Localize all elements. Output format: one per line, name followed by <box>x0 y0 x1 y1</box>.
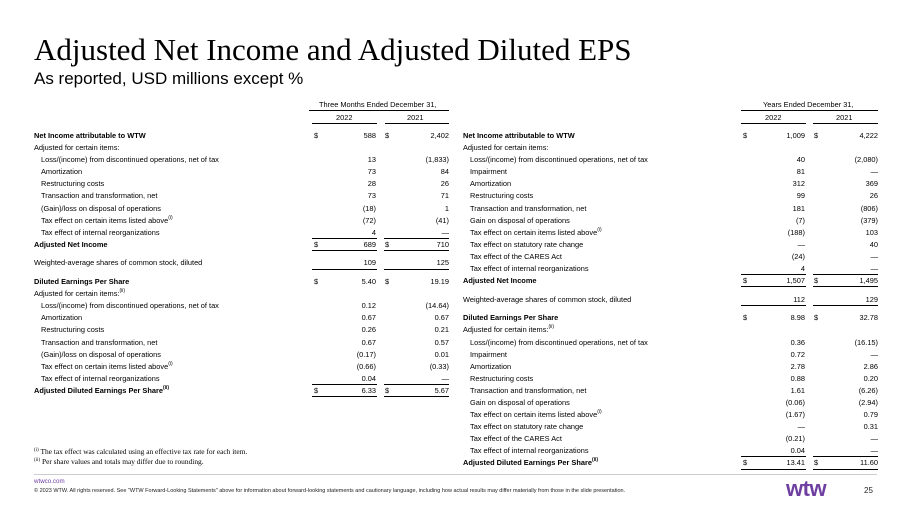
table-row <box>34 324 449 336</box>
cell-value-2021: 0.31 <box>863 422 878 432</box>
table-row <box>34 178 449 190</box>
row-label-text: Adjusted Net Income <box>463 276 537 286</box>
row-label-text: Adjusted for certain items: <box>463 143 549 153</box>
cell-value-2022: 99 <box>796 191 805 201</box>
table-row <box>34 300 449 312</box>
row-label-text: Diluted Earnings Per Share <box>34 277 130 287</box>
row-label <box>470 190 533 202</box>
row-label-text: Transaction and transformation, net <box>470 203 587 213</box>
cell-value-2022: (0.66) <box>356 361 376 371</box>
row-label <box>470 385 586 397</box>
row-label-text: Tax effect of internal reorganizations <box>41 227 160 237</box>
footnote-1 <box>34 447 247 457</box>
table-row <box>34 373 449 385</box>
currency-symbol: $ <box>314 131 319 140</box>
footnote-2 <box>34 457 204 467</box>
row-label <box>463 294 631 306</box>
slide-title: Adjusted Net Income and Adjusted Diluted EPS <box>34 32 632 67</box>
cell-value-2021: — <box>870 251 878 261</box>
cell-value-2021: 2.86 <box>863 361 878 371</box>
cell-value-2022: 81 <box>796 167 805 177</box>
table-row <box>463 385 878 397</box>
right-header-rule <box>741 110 878 111</box>
cell-value-2022: (0.17) <box>356 349 376 359</box>
table-row <box>463 337 878 349</box>
row-label-text: Loss/(income) from discontinued operations, net of tax <box>470 155 648 165</box>
row-label-text: Tax effect of the CARES Act <box>470 434 562 444</box>
currency-symbol: $ <box>814 276 819 286</box>
cell-value-2022: 2.78 <box>790 361 805 371</box>
row-label <box>470 397 570 409</box>
row-label-text: Tax effect of internal reorganizations <box>41 373 160 383</box>
cell-value-2021: — <box>870 349 878 359</box>
row-label <box>41 312 82 324</box>
row-label-text: Amortization <box>41 313 83 323</box>
cell-value-2021: (2,080) <box>854 155 878 165</box>
row-label-text: Restructuring costs <box>41 325 105 335</box>
row-label-text: Net Income attributable to WTW <box>34 131 146 140</box>
cell-value-2021: — <box>870 446 878 456</box>
cell-value-2021: — <box>870 264 878 274</box>
row-label-text: (Gain)/loss on disposal of operations <box>41 203 161 213</box>
left-year-rule-2 <box>385 123 449 124</box>
currency-symbol: $ <box>385 277 390 287</box>
left-year-2022: 2022 <box>336 113 353 122</box>
cell-value-2022: — <box>797 422 805 432</box>
row-label <box>41 215 173 227</box>
row-label <box>463 457 598 469</box>
row-label-text: Gain on disposal of operations <box>470 397 570 407</box>
right-year-2022: 2022 <box>765 113 782 122</box>
currency-symbol: $ <box>743 276 748 286</box>
table-row <box>34 142 449 154</box>
cell-value-2021: — <box>441 227 449 237</box>
row-label-text: Weighted-average shares of common stock, diluted <box>463 294 632 304</box>
right-table <box>463 130 878 470</box>
cell-value-2021: 0.67 <box>434 313 449 323</box>
copyright-text: © 2023 WTW. All rights reserved. See "WTW Forward-Looking Statements" above for information about forward-looking statements and cautionary language, including how actual results may differ materially from those in the slide presentation. <box>34 488 626 494</box>
row-label-text: Tax effect on statutory rate change <box>470 422 584 432</box>
table-row <box>463 142 878 154</box>
cell-value-2021: 0.79 <box>863 410 878 420</box>
row-label <box>463 275 537 287</box>
wtw-logo: wtw <box>786 476 827 501</box>
cell-value-2021: (16.15) <box>854 337 878 347</box>
cell-value-2021: 710 <box>436 239 449 249</box>
row-label <box>470 154 648 166</box>
row-label <box>41 166 82 178</box>
table-row <box>34 154 449 166</box>
table-row <box>34 288 449 300</box>
footnote-marker: (i) <box>597 226 602 233</box>
row-label-text: Gain on disposal of operations <box>470 215 570 225</box>
row-label <box>34 385 169 397</box>
currency-symbol: $ <box>385 239 390 249</box>
currency-symbol: $ <box>314 385 319 395</box>
cell-value-2022: 588 <box>363 131 376 140</box>
row-label-text: Adjusted Net Income <box>34 239 108 249</box>
cell-value-2022: 109 <box>363 258 376 268</box>
table-row <box>463 239 878 251</box>
row-label <box>34 257 202 269</box>
row-label <box>34 276 129 288</box>
cell-value-2022: 13 <box>367 155 376 165</box>
row-label-text: Adjusted for certain items: <box>463 325 549 335</box>
cell-value-2021: 26 <box>440 179 449 189</box>
cell-value-2022: 1,507 <box>786 276 805 286</box>
row-label <box>41 203 161 215</box>
cell-value-2022: 0.36 <box>790 337 805 347</box>
cell-value-2022: 40 <box>796 155 805 165</box>
table-row <box>463 312 878 324</box>
row-label-text: (Gain)/loss on disposal of operations <box>41 349 161 359</box>
table-row <box>463 154 878 166</box>
cell-value-2021: 5.67 <box>434 385 449 395</box>
cell-value-2021: 19.19 <box>430 277 449 287</box>
cell-value-2022: 73 <box>367 167 376 177</box>
table-row <box>463 275 878 287</box>
footnote-1-text: The tax effect was calculated using an effective tax rate for each item. <box>38 447 248 456</box>
row-label-text: Tax effect on certain items listed above <box>41 215 169 225</box>
row-label <box>470 203 586 215</box>
cell-value-2021: 103 <box>865 227 878 237</box>
currency-symbol: $ <box>743 313 748 323</box>
table-row <box>463 397 878 409</box>
row-label <box>470 178 511 190</box>
row-label-text: Diluted Earnings Per Share <box>463 313 559 323</box>
left-year-2021: 2021 <box>407 113 424 122</box>
row-label <box>41 324 104 336</box>
row-label-text: Weighted-average shares of common stock, diluted <box>34 258 203 268</box>
cell-value-2022: 0.26 <box>361 325 376 335</box>
row-label <box>463 324 554 336</box>
cell-value-2021: 0.21 <box>434 325 449 335</box>
row-label <box>41 300 219 312</box>
cell-value-2022: 4 <box>371 227 376 237</box>
row-label <box>470 349 507 361</box>
currency-symbol: $ <box>743 131 748 140</box>
row-label <box>463 312 558 324</box>
table-row <box>463 361 878 373</box>
table-row <box>34 227 449 239</box>
row-label-text: Amortization <box>470 361 512 371</box>
table-row <box>463 349 878 361</box>
row-label <box>470 239 583 251</box>
row-label-text: Adjusted Diluted Earnings Per Share <box>463 458 592 468</box>
row-label-text: Tax effect on certain items listed above <box>470 227 598 237</box>
footnote-marker: (i) <box>597 409 602 416</box>
cell-value-2022: (18) <box>362 203 376 213</box>
cell-value-2021: 71 <box>440 191 449 201</box>
cell-value-2021: (14.64) <box>425 301 449 311</box>
table-row <box>34 239 449 251</box>
left-period-header: Three Months Ended December 31, <box>319 100 437 109</box>
footnote-marker: (ii) <box>591 457 599 464</box>
row-label <box>41 373 160 385</box>
row-label-text: Impairment <box>470 167 507 177</box>
row-label-text: Tax effect of internal reorganizations <box>470 264 589 274</box>
row-label <box>34 142 119 154</box>
table-row <box>34 215 449 227</box>
currency-symbol: $ <box>814 458 819 468</box>
footnote-marker: (i) <box>168 360 173 367</box>
cell-value-2021: (6.26) <box>858 385 878 395</box>
table-row <box>463 190 878 202</box>
table-row <box>463 263 878 275</box>
cell-value-2021: (41) <box>435 215 449 225</box>
row-label-text: Restructuring costs <box>470 191 534 201</box>
cell-value-2022: 6.33 <box>361 385 376 395</box>
row-label <box>41 227 160 239</box>
cell-value-2022: (0.21) <box>785 434 805 444</box>
row-label-text: Tax effect of internal reorganizations <box>470 446 589 456</box>
row-label-text: Tax effect of the CARES Act <box>470 251 562 261</box>
cell-value-2021: (806) <box>860 203 878 213</box>
currency-symbol: $ <box>314 239 319 249</box>
cell-value-2021: 84 <box>440 167 449 177</box>
row-label-text: Transaction and transformation, net <box>41 337 158 347</box>
row-label <box>41 349 161 361</box>
cell-value-2022: (1.67) <box>785 410 805 420</box>
row-label-text: Restructuring costs <box>470 373 534 383</box>
row-label-text: Amortization <box>470 179 512 189</box>
table-row <box>463 421 878 433</box>
table-row <box>463 433 878 445</box>
cell-value-2021: — <box>441 373 449 383</box>
cell-value-2022: 0.88 <box>790 373 805 383</box>
footer-divider <box>34 474 877 475</box>
cell-value-2021: — <box>870 434 878 444</box>
row-label-text: Adjusted for certain items: <box>34 289 120 299</box>
table-row <box>34 312 449 324</box>
currency-symbol: $ <box>314 277 319 287</box>
table-row <box>463 178 878 190</box>
table-row <box>34 349 449 361</box>
website-link[interactable]: wtwco.com <box>34 478 65 485</box>
row-label <box>41 361 173 373</box>
row-label <box>34 130 146 142</box>
currency-symbol: $ <box>385 385 390 395</box>
left-year-rule-1 <box>312 123 377 124</box>
row-label <box>41 337 157 349</box>
cell-value-2021: (379) <box>860 215 878 225</box>
cell-value-2021: 32.78 <box>859 313 878 323</box>
table-row <box>34 385 449 397</box>
cell-value-2022: (0.06) <box>785 397 805 407</box>
cell-value-2022: 0.67 <box>361 313 376 323</box>
footnote-marker: (ii) <box>162 384 170 391</box>
table-row <box>463 215 878 227</box>
row-label <box>470 263 589 275</box>
page-number: 25 <box>864 486 873 495</box>
table-row <box>463 227 878 239</box>
right-year-2021: 2021 <box>836 113 853 122</box>
table-row <box>34 190 449 202</box>
row-label-text: Tax effect on certain items listed above <box>41 361 169 371</box>
table-row <box>463 324 878 336</box>
row-label <box>470 337 648 349</box>
row-label-text: Impairment <box>470 349 507 359</box>
row-label <box>470 421 583 433</box>
cell-value-2022: 0.04 <box>361 373 376 383</box>
cell-value-2021: — <box>870 167 878 177</box>
cell-value-2022: 1.61 <box>790 385 805 395</box>
table-row <box>463 445 878 457</box>
row-label <box>470 433 562 445</box>
cell-value-2021: 0.20 <box>863 373 878 383</box>
left-header-rule <box>309 110 449 111</box>
cell-value-2021: (1,833) <box>425 155 449 165</box>
row-label-text: Tax effect on statutory rate change <box>470 239 584 249</box>
cell-value-2022: — <box>797 239 805 249</box>
cell-value-2022: 312 <box>792 179 805 189</box>
currency-symbol: $ <box>814 313 819 323</box>
cell-value-2022: 112 <box>793 294 805 304</box>
cell-value-2022: (7) <box>795 215 805 225</box>
footnote-marker: (ii) <box>548 324 555 331</box>
cell-value-2021: 1 <box>444 203 449 213</box>
cell-value-2022: 73 <box>367 191 376 201</box>
table-row <box>34 257 449 269</box>
row-label <box>470 166 507 178</box>
row-label-text: Transaction and transformation, net <box>41 191 158 201</box>
table-row <box>34 166 449 178</box>
table-row <box>34 130 449 142</box>
cell-value-2021: 129 <box>865 294 878 304</box>
cell-value-2021: 0.01 <box>434 349 449 359</box>
footnote-1-mark: (i) <box>34 448 39 453</box>
row-label-text: Transaction and transformation, net <box>470 385 587 395</box>
row-label <box>34 288 125 300</box>
cell-value-2022: 4 <box>800 264 805 274</box>
footnote-2-text: Per share values and totals may differ due to rounding. <box>40 457 204 466</box>
cell-value-2022: (188) <box>787 227 805 237</box>
right-period-header: Years Ended December 31, <box>763 100 854 109</box>
table-row <box>463 251 878 263</box>
cell-value-2022: 1,009 <box>786 131 805 140</box>
currency-symbol: $ <box>385 131 390 140</box>
row-label <box>463 130 575 142</box>
cell-value-2022: 8.98 <box>790 313 805 323</box>
row-label <box>463 142 548 154</box>
row-label <box>41 178 104 190</box>
row-label-text: Loss/(income) from discontinued operations, net of tax <box>470 337 648 347</box>
table-row <box>463 457 878 469</box>
row-label <box>34 239 108 251</box>
row-label <box>470 373 533 385</box>
row-label <box>470 227 602 239</box>
left-table <box>34 130 449 397</box>
cell-value-2022: (72) <box>362 215 376 225</box>
row-label-text: Loss/(income) from discontinued operations, net of tax <box>41 155 219 165</box>
cell-value-2022: 181 <box>792 203 805 213</box>
row-label <box>41 190 157 202</box>
footnote-marker: (ii) <box>119 288 126 295</box>
cell-value-2021: 0.57 <box>434 337 449 347</box>
table-row <box>463 373 878 385</box>
table-row <box>463 409 878 421</box>
row-label <box>470 409 602 421</box>
cell-value-2021: 11.60 <box>860 458 878 468</box>
table-row <box>34 276 449 288</box>
cell-value-2022: 13.41 <box>786 458 805 468</box>
table-row <box>463 130 878 142</box>
cell-value-2022: 0.04 <box>790 446 805 456</box>
slide-subtitle: As reported, USD millions except % <box>34 69 304 88</box>
table-row <box>34 361 449 373</box>
cell-value-2022: 0.67 <box>361 337 376 347</box>
row-label <box>470 251 562 263</box>
row-label <box>470 215 570 227</box>
row-label <box>470 361 511 373</box>
row-label-text: Loss/(income) from discontinued operations, net of tax <box>41 301 219 311</box>
row-label-text: Restructuring costs <box>41 179 105 189</box>
cell-value-2021: 125 <box>436 258 449 268</box>
row-label-text: Tax effect on certain items listed above <box>470 410 598 420</box>
table-row <box>34 203 449 215</box>
row-label-text: Amortization <box>41 167 83 177</box>
cell-value-2021: 369 <box>865 179 878 189</box>
cell-value-2021: (2.94) <box>858 397 878 407</box>
footnote-2-mark: (ii) <box>34 458 41 463</box>
row-label-text: Adjusted Diluted Earnings Per Share <box>34 385 163 395</box>
table-row <box>463 203 878 215</box>
footnote-marker: (i) <box>168 214 173 221</box>
currency-symbol: $ <box>743 458 748 468</box>
row-label <box>470 445 589 457</box>
currency-symbol: $ <box>814 131 819 140</box>
cell-value-2022: (24) <box>791 251 805 261</box>
cell-value-2022: 0.12 <box>361 301 376 311</box>
cell-value-2021: 2,402 <box>430 131 449 140</box>
cell-value-2022: 5.40 <box>361 277 376 287</box>
cell-value-2022: 0.72 <box>790 349 805 359</box>
cell-value-2022: 28 <box>367 179 376 189</box>
right-year-rule-1 <box>741 123 806 124</box>
table-row <box>34 337 449 349</box>
row-label-text: Adjusted for certain items: <box>34 143 120 153</box>
cell-value-2021: 4,222 <box>859 131 878 140</box>
table-row <box>463 166 878 178</box>
cell-value-2021: 1,495 <box>859 276 878 286</box>
cell-value-2021: 40 <box>869 239 878 249</box>
cell-value-2022: 689 <box>363 239 376 249</box>
row-label <box>41 154 219 166</box>
cell-value-2021: 26 <box>869 191 878 201</box>
cell-value-2021: (0.33) <box>429 361 449 371</box>
right-year-rule-2 <box>813 123 878 124</box>
table-row <box>463 294 878 306</box>
row-label-text: Net Income attributable to WTW <box>463 131 575 140</box>
